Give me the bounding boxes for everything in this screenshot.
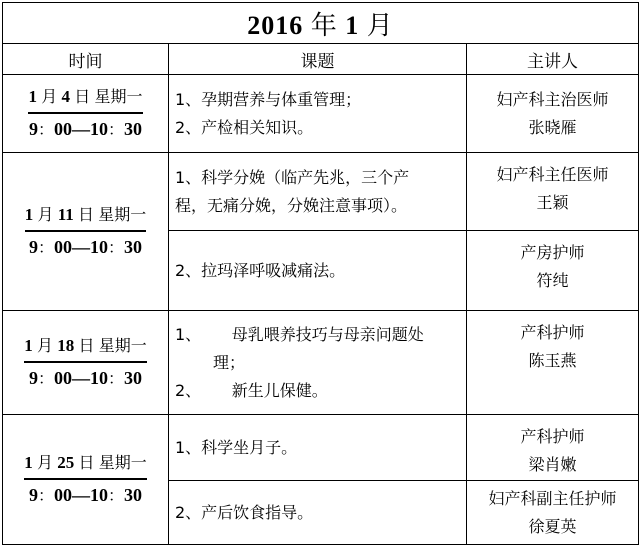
session-time: 9：00—10：30 — [28, 119, 143, 139]
speaker-title: 产房护师 — [520, 243, 585, 262]
session-date: 1 月 18 日 星期一 — [24, 331, 147, 363]
speaker-title: 产科护师 — [520, 427, 585, 446]
header-topic: 课题 — [169, 44, 467, 75]
session-date: 1 月 4 日 星期一 — [28, 82, 142, 114]
schedule-table — [2, 2, 639, 545]
topic-line: 1、科学坐月子。 — [175, 437, 298, 457]
session-speaker — [467, 153, 639, 231]
session-topic — [169, 231, 467, 311]
session-topic — [169, 75, 467, 153]
topic-line: 1、科学分娩（临产先兆，三个产 — [175, 167, 410, 187]
speaker-title: 产科护师 — [520, 323, 585, 342]
topic-line: 2、 新生儿保健。 — [175, 380, 328, 400]
session-topic — [169, 415, 467, 481]
topic-line: 2、产后饮食指导。 — [175, 502, 314, 522]
topic-line: 理； — [213, 352, 246, 372]
session-topic — [169, 153, 467, 231]
speaker-name: 徐夏英 — [528, 516, 577, 536]
session-date: 1 月 11 日 星期一 — [25, 200, 147, 232]
session-time-cell — [3, 415, 169, 545]
session-topic — [169, 481, 467, 545]
session-speaker — [467, 311, 639, 415]
speaker-title: 妇产科副主任护师 — [488, 488, 617, 508]
session-time-cell — [3, 153, 169, 311]
session-date: 1 月 25 日 星期一 — [24, 448, 147, 480]
session-time-cell — [3, 311, 169, 415]
topic-line: 2、拉玛泽呼吸减痛法。 — [175, 260, 346, 280]
session-time: 9：00—10：30 — [28, 237, 143, 257]
speaker-name: 陈玉燕 — [528, 351, 577, 370]
speaker-name: 张晓雁 — [528, 117, 577, 137]
session-speaker — [467, 415, 639, 481]
header-speaker: 主讲人 — [467, 44, 639, 75]
session-speaker — [467, 231, 639, 311]
speaker-name: 符纯 — [536, 271, 569, 290]
speaker-title: 妇产科主任医师 — [496, 165, 609, 184]
session-time: 9：00—10：30 — [28, 485, 143, 505]
topic-line: 1、孕期营养与体重管理； — [175, 89, 362, 109]
session-speaker — [467, 75, 639, 153]
session-speaker — [467, 481, 639, 545]
topic-line: 程，无痛分娩，分娩注意事项）。 — [175, 195, 408, 215]
session-time: 9：00—10：30 — [28, 368, 143, 388]
speaker-title: 妇产科主治医师 — [496, 89, 609, 109]
header-time: 时间 — [3, 44, 169, 75]
table-title: 2016 年 1 月 — [3, 3, 639, 44]
speaker-name: 梁肖嫩 — [528, 455, 577, 474]
topic-line: 1、 母乳喂养技巧与母亲问题处 — [175, 324, 424, 344]
session-time-cell — [3, 75, 169, 153]
topic-line: 2、产检相关知识。 — [175, 117, 314, 137]
speaker-name: 王颖 — [536, 193, 569, 212]
session-topic — [169, 311, 467, 415]
